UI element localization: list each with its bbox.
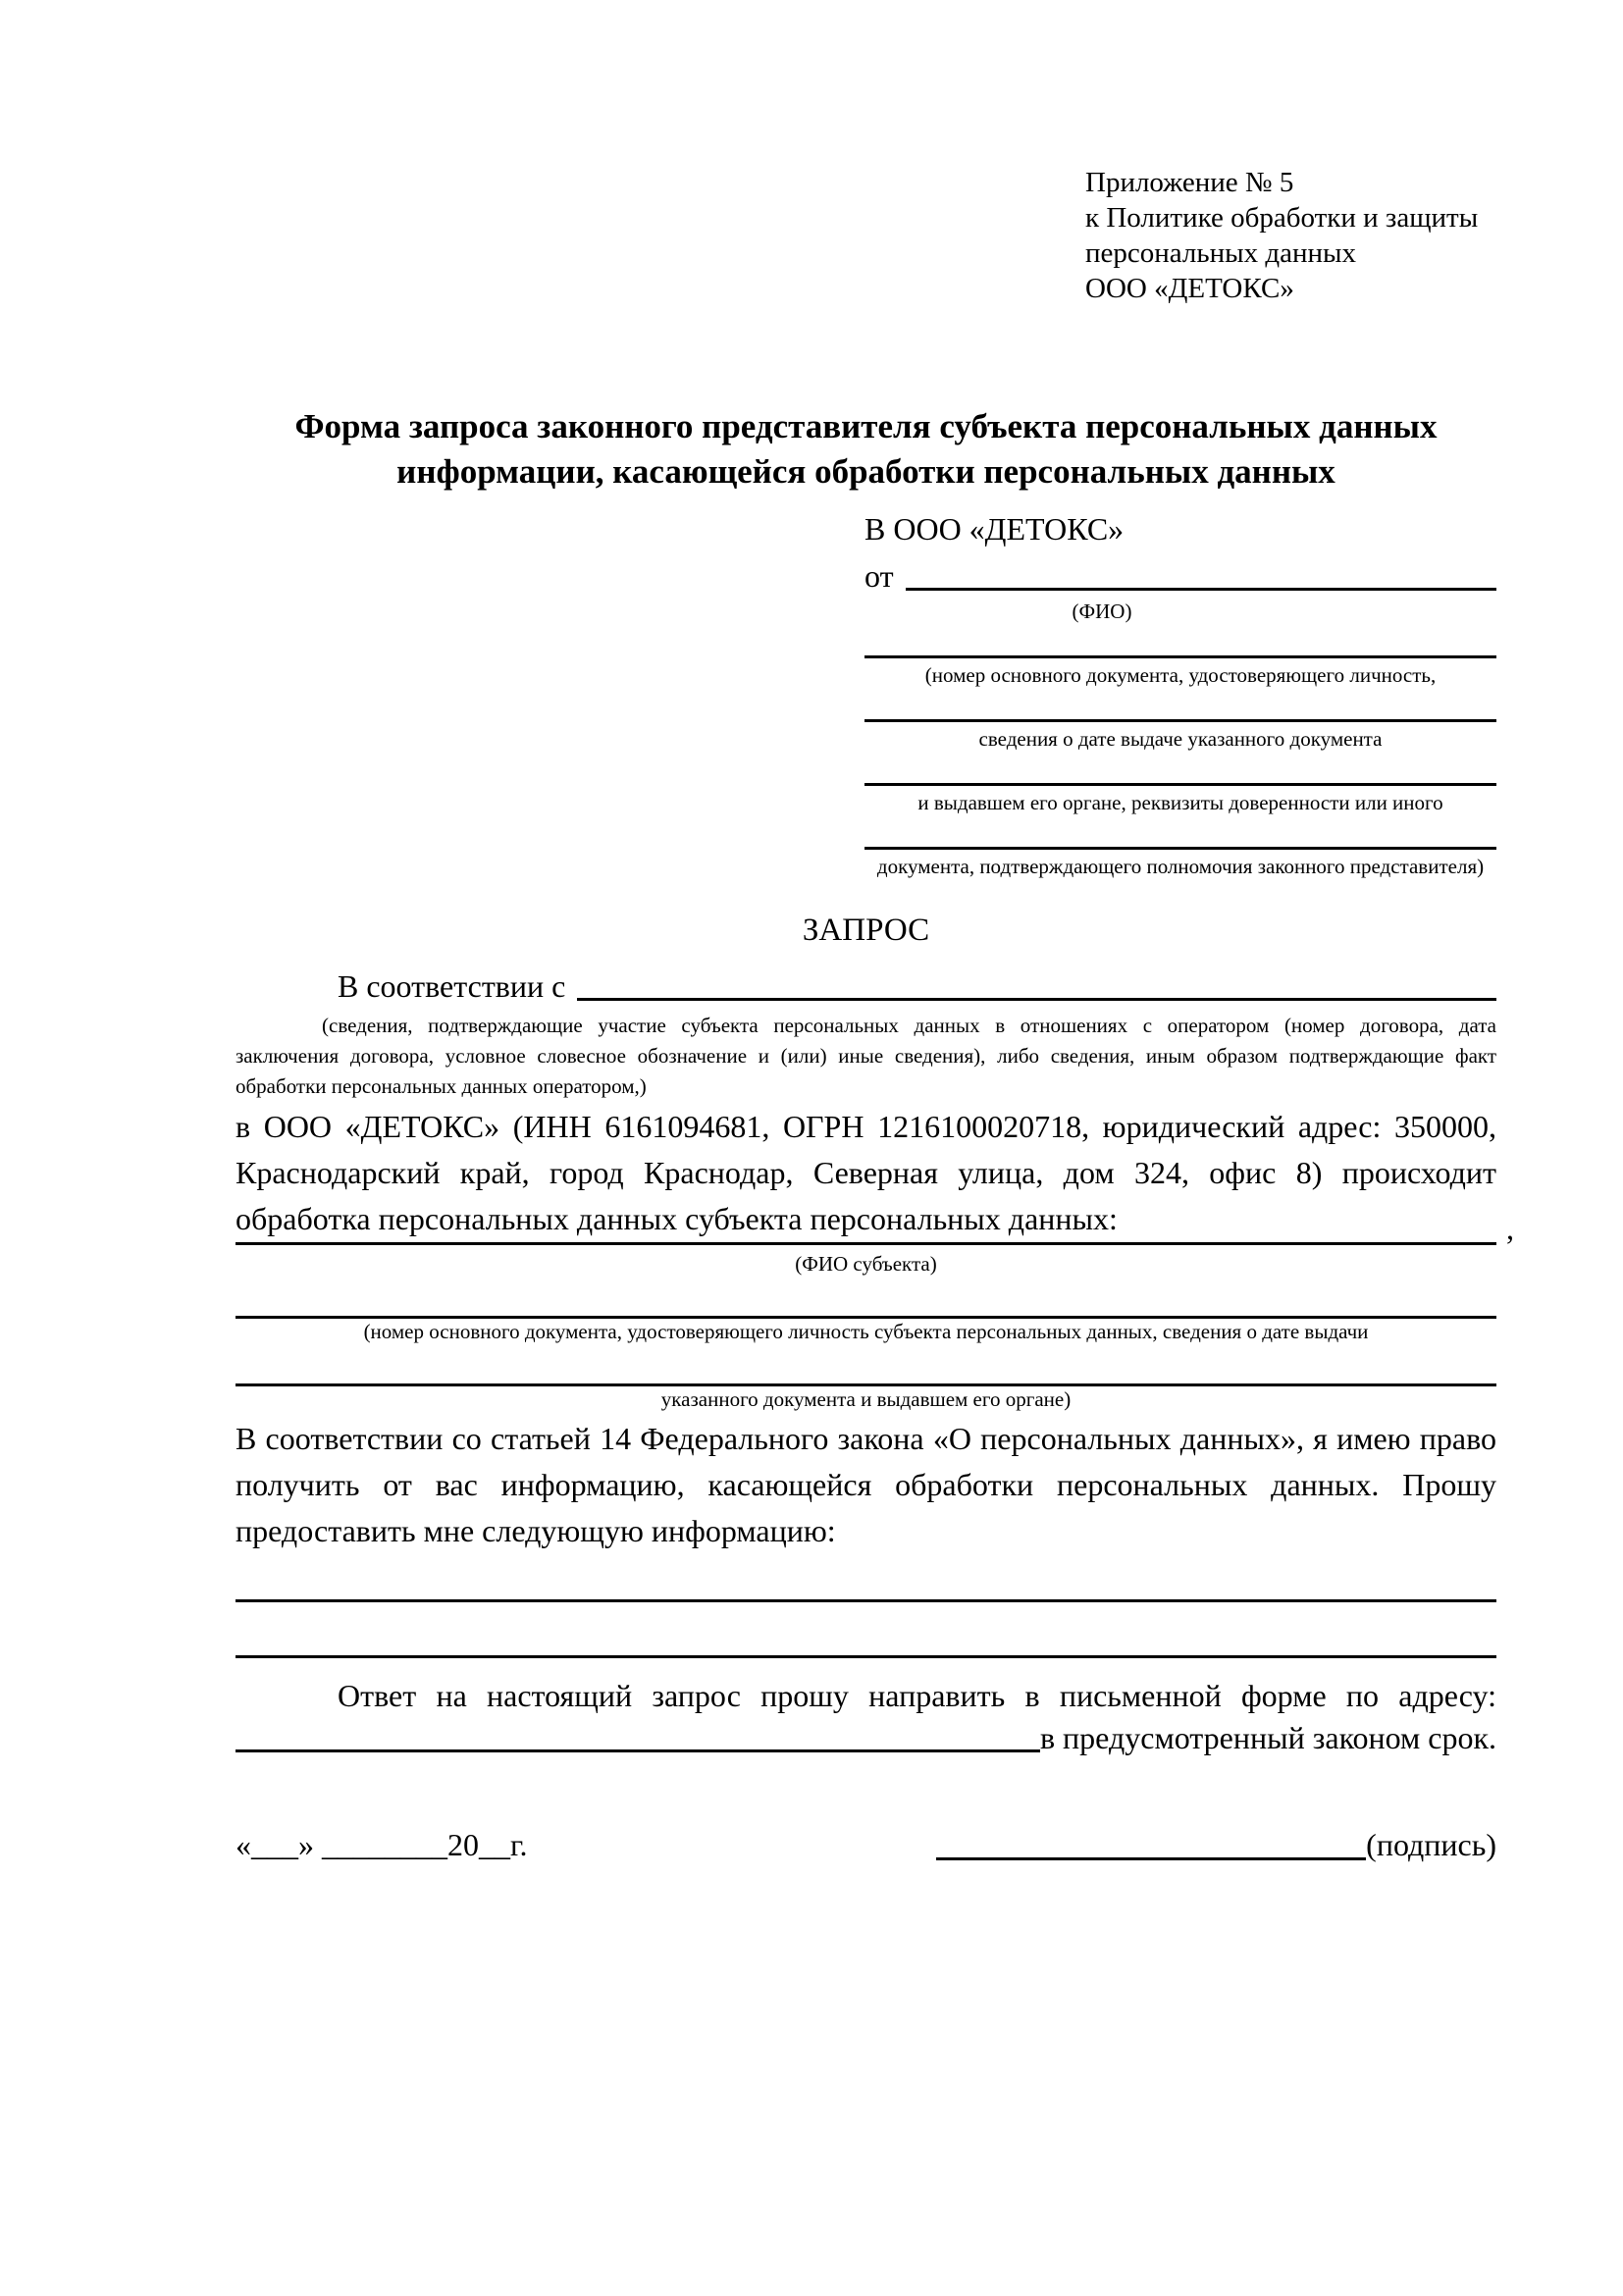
appendix-note-line-1: Приложение № 5 (1085, 167, 1294, 198)
signature-fill-line (936, 1857, 1366, 1860)
accordance-caption (236, 1011, 1496, 1102)
subject-doc-caption-2: указанного документа и выдавшем его органе) (660, 1387, 1072, 1411)
from-label: от (864, 558, 894, 594)
reply-tail: в предусмотренный законом срок. (1039, 1720, 1496, 1755)
date-signature-row (236, 1823, 1496, 1866)
representative-doc-field-2 (864, 719, 1496, 752)
recipient-block (864, 508, 1496, 879)
signature-block (936, 1823, 1496, 1866)
subject-fio-row (236, 1211, 1514, 1251)
from-row (864, 555, 1496, 597)
accordance-caption-line-1: (сведения, подтверждающие участие субъекта персональных данных в отношениях с оператором (номер договора, дата (322, 1014, 1496, 1037)
representative-doc-field-4 (864, 847, 1496, 879)
accordance-prefix: В соответствии с (338, 968, 566, 1004)
document-title-line-1: Форма запроса законного представителя субъекта персональных данных (294, 407, 1438, 445)
recipient-to: В ООО «ДЕТОКС» (864, 511, 1125, 547)
appendix-note (1085, 165, 1496, 306)
fill-line-caption: документа, подтверждающего полномочия законного представителя) (876, 855, 1485, 878)
fill-line-caption: сведения о дате выдаче указанного документа (978, 727, 1383, 751)
accordance-caption-line-3: обработки персональных данных оператором,) (236, 1074, 647, 1098)
representative-doc-field-1 (864, 655, 1496, 688)
appendix-note-line-2: к Политике обработки и защиты (1085, 202, 1479, 234)
document-title-line-2: информации, касающейся обработки персональных данных (396, 452, 1335, 491)
accordance-caption-line-2: заключения договора, условное словесное обозначение и (или) иные сведения), либо сведения, иным образом подтверждающие факт (236, 1044, 1496, 1068)
fill-line-caption: (номер основного документа, удостоверяющего личность, (924, 663, 1437, 687)
law-paragraph: В соответствии со статьей 14 Федерального закона «О персональных данных», я имею право получить от вас информацию, касающейся обработки персональных данных. Прошу предоставить мне следующую информацию: (236, 1421, 1496, 1548)
reply-sentence: Ответ на настоящий запрос прошу направить в письменной форме по адресу: (338, 1678, 1496, 1713)
fill-line-caption: и выдавшем его органе, реквизиты доверенности или иного (917, 791, 1443, 814)
subject-fio-fill-line (236, 1242, 1496, 1245)
appendix-note-line-3: персональных данных (1085, 237, 1357, 269)
document-title (236, 404, 1496, 495)
representative-fio-caption: (ФИО) (1072, 600, 1132, 623)
representative-fio-fill-line (906, 555, 1496, 591)
appendix-note-line-4: ООО «ДЕТОКС» (1085, 273, 1294, 304)
signature-caption: (подпись) (1366, 1827, 1496, 1862)
subject-doc-caption-1: (номер основного документа, удостоверяющего личность субъекта персональных данных, сведения о дате выдачи (363, 1320, 1369, 1343)
address-fill-line (236, 1717, 1040, 1752)
subject-fio-caption: (ФИО субъекта) (795, 1252, 937, 1276)
info-fill-line-2 (236, 1655, 1496, 1658)
operator-paragraph: в ООО «ДЕТОКС» (ИНН 6161094681, ОГРН 1216100020718, юридический адрес: 350000, Краснодарский край, город Краснодар, Северная улица, дом 324, офис 8) происходит обработка персональных данных субъекта персональных данных: (236, 1109, 1496, 1236)
trailing-comma: , (1506, 1211, 1514, 1246)
accordance-fill-line (577, 965, 1496, 1001)
address-fill-row (236, 1717, 1496, 1758)
representative-doc-field-3 (864, 783, 1496, 815)
info-fill-line-1 (236, 1599, 1496, 1602)
date-line: «___» ________20__г. (236, 1827, 528, 1862)
accordance-row (236, 965, 1496, 1007)
request-heading: ЗАПРОС (802, 913, 930, 948)
